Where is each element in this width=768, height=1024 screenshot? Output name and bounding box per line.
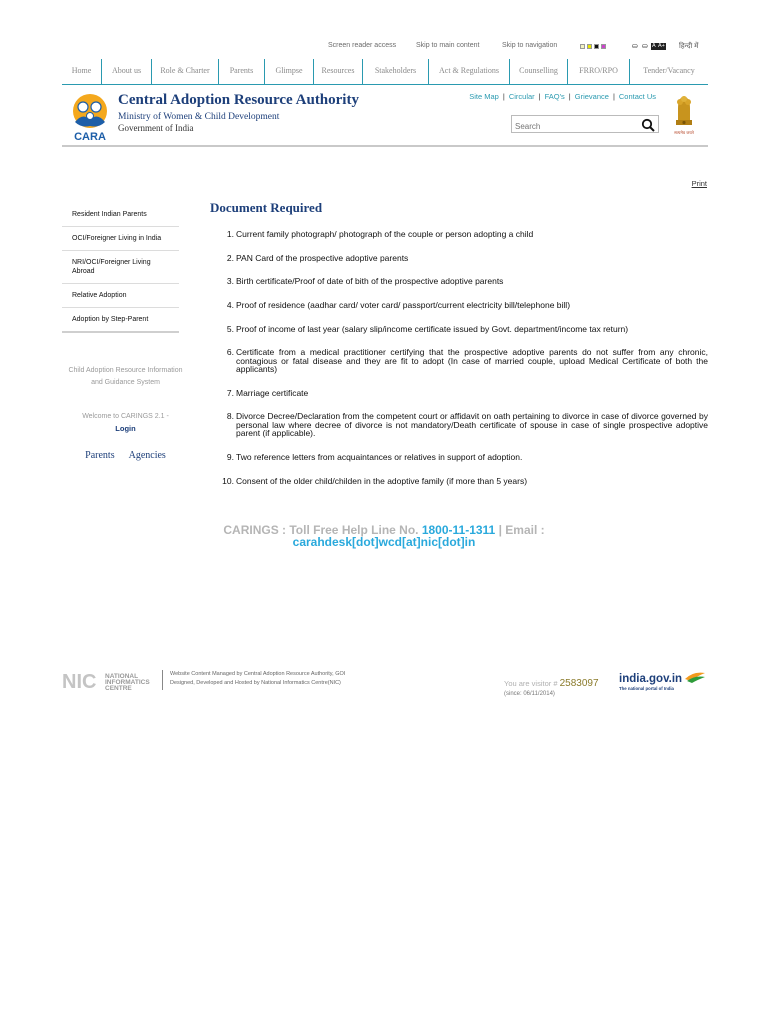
contrast-swatch-default[interactable]: [580, 44, 585, 49]
org-ministry: Ministry of Women & Child Development: [118, 112, 280, 122]
site-footer: [62, 668, 708, 704]
national-emblem-icon: [669, 90, 699, 138]
nav-item-tender-vacancy[interactable]: Tender/Vacancy: [643, 66, 695, 75]
skip-nav-link[interactable]: Skip to navigation: [502, 42, 558, 49]
sidebar-item-oci-india[interactable]: OCI/Foreigner Living in India: [62, 227, 179, 251]
util-separator: |: [502, 92, 505, 101]
visitor-count: 2583097: [559, 678, 599, 689]
list-item-number: 4.: [226, 300, 234, 310]
list-item-text: Divorce Decree/Declaration from the competent court or affidavit on oath pertaining to divorce in case of divorce governed by personal law where decree of divorce is not mandatory/Death certificate of spouse in case of single prospective adoptive parent (if applicable).: [236, 411, 708, 438]
list-item-number: 2.: [226, 253, 234, 263]
contrast-swatch-yellow[interactable]: [587, 44, 592, 49]
cara-logo-text: CARA: [74, 131, 106, 142]
nic-logo-line3: CENTRE: [105, 685, 132, 691]
credit-hosting: Designed, Developed and Hosted by National Informatics Centre(NIC): [170, 680, 341, 686]
font-reset-icon[interactable]: ⛀: [642, 42, 648, 50]
list-item-number: 1.: [226, 229, 234, 239]
list-item-text: Certificate from a medical practitioner certifying that the prospective adoptive parents do not suffer from any chronic, contagious or fatal disease and they are fit to adopt (In case of married couple, upload Medical Certificate of both the applicants): [236, 347, 708, 374]
screen-reader-link[interactable]: Screen reader access: [328, 42, 397, 49]
sidebar-divider: [62, 331, 179, 333]
util-separator: |: [612, 92, 615, 101]
grievance-link[interactable]: Grievance: [574, 92, 609, 101]
nav-item-frro-rpo[interactable]: FRRO/RPO: [568, 59, 630, 84]
nic-logo-line2: INFORMATICS: [105, 679, 150, 686]
emblem-caption: सत्यमेव जयते: [674, 130, 694, 135]
agencies-portal-link[interactable]: Agencies: [128, 450, 166, 461]
nav-item-home[interactable]: Home: [62, 59, 102, 84]
list-item-text: Birth certificate/Proof of date of bith of the prospective adoptive parents: [236, 276, 504, 286]
nav-item-resources[interactable]: Resources: [314, 59, 363, 84]
sidebar-item-nri-abroad[interactable]: NRI/OCI/Foreigner Living Abroad: [62, 251, 179, 284]
utility-links: [469, 92, 656, 101]
list-item-text: Current family photograph/ photograph of the couple or person adopting a child: [236, 229, 534, 239]
nav-item-glimpse[interactable]: Glimpse: [265, 59, 314, 84]
org-title: Central Adoption Resource Authority: [118, 92, 359, 108]
nav-item-role-charter[interactable]: Role & Charter: [152, 59, 219, 84]
font-large-button[interactable]: A+: [658, 43, 665, 49]
list-item-text: Proof of income of last year (salary slip/income certificate issued by Govt. department/income tax return): [236, 324, 629, 334]
helpline-email-label: | Email :: [498, 523, 545, 537]
login-link[interactable]: Login: [115, 424, 136, 433]
faqs-link[interactable]: FAQ's: [544, 92, 565, 101]
contrast-swatch-dark[interactable]: [594, 44, 599, 49]
list-item-text: Proof of residence (aadhar card/ voter card/ passport/current electricity bill/telephone bill): [236, 300, 571, 310]
org-government: Government of India: [118, 123, 194, 133]
helpline-number[interactable]: 1800-11-1311: [421, 523, 496, 537]
language-toggle[interactable]: हिन्दी में: [679, 43, 699, 50]
sitemap-link[interactable]: Site Map: [469, 92, 499, 101]
circular-link[interactable]: Circular: [508, 92, 535, 101]
font-small-button[interactable]: A: [652, 43, 656, 49]
search-box: [511, 115, 659, 133]
page-title: Document Required: [210, 200, 323, 215]
helpline-prefix: CARINGS : Toll Free Help Line No.: [223, 523, 419, 537]
list-item-number: 9.: [226, 452, 234, 462]
credit-content: Website Content Managed by Central Adoption Resource Authority, GOI: [170, 671, 346, 677]
portal-links: [62, 450, 189, 461]
main-navigation: [62, 59, 708, 85]
helpline-banner: [0, 524, 768, 548]
helpline-email[interactable]: carahdesk[dot]wcd[at]nic[dot]in: [292, 535, 476, 549]
skip-main-link[interactable]: Skip to main content: [416, 42, 480, 49]
nic-logo-line1: NATIONAL: [105, 673, 139, 680]
list-item-text: Marriage certificate: [236, 388, 309, 398]
util-separator: |: [568, 92, 571, 101]
footer-divider: [162, 670, 163, 690]
footer-credits: [170, 670, 345, 688]
list-item-number: 8.: [226, 411, 234, 421]
list-item-text: PAN Card of the prospective adoptive parents: [236, 253, 409, 263]
india-gov-tagline: The national portal of India: [619, 686, 674, 691]
contrast-swatch-purple[interactable]: [601, 44, 606, 49]
list-item-number: 10.: [222, 476, 234, 486]
list-item-number: 6.: [226, 347, 234, 357]
nav-item-counselling[interactable]: Counselling: [510, 59, 568, 84]
nic-logo[interactable]: [62, 671, 166, 691]
sidebar: [62, 203, 179, 333]
list-item-number: 5.: [226, 324, 234, 334]
india-gov-name: india.gov.in: [619, 673, 683, 685]
nav-item-parents[interactable]: Parents: [219, 59, 265, 84]
parents-portal-link[interactable]: Parents: [85, 450, 115, 461]
list-item-number: 7.: [226, 388, 234, 398]
accessibility-bar: [0, 42, 768, 54]
contact-link[interactable]: Contact Us: [618, 92, 656, 101]
visitor-counter: [504, 678, 599, 689]
sidebar-item-relative-adoption[interactable]: Relative Adoption: [62, 284, 179, 308]
nic-logo-mark: NIC: [62, 671, 97, 691]
site-header: [62, 85, 708, 147]
visitor-since: (since: 06/11/2014): [504, 691, 555, 697]
search-input[interactable]: [512, 119, 636, 135]
util-separator: |: [538, 92, 541, 101]
carings-welcome: Welcome to CARINGS 2.1 -: [82, 413, 169, 420]
cara-logo[interactable]: [69, 92, 111, 142]
list-item-text: Two reference letters from acquaintances or relatives in support of adoption.: [236, 452, 523, 462]
sidebar-item-step-parent[interactable]: Adoption by Step-Parent: [72, 316, 149, 323]
india-gov-logo[interactable]: [619, 670, 709, 692]
print-link[interactable]: Print: [691, 179, 707, 188]
font-decrease-icon[interactable]: ⛀: [632, 42, 638, 50]
carings-info-text: Child Adoption Resource Information and Guidance System: [68, 367, 183, 386]
nav-item-about[interactable]: About us: [102, 59, 152, 84]
visitor-label: You are visitor #: [504, 679, 558, 688]
nav-item-act-regulations[interactable]: Act & Regulations: [429, 59, 510, 84]
sidebar-item-resident-indian[interactable]: Resident Indian Parents: [62, 203, 179, 227]
list-item-number: 3.: [226, 276, 234, 286]
search-icon[interactable]: [641, 118, 655, 132]
nav-item-stakeholders[interactable]: Stakeholders: [363, 59, 429, 84]
list-item-text: Consent of the older child/childen in the adoptive family (if more than 5 years): [236, 476, 528, 486]
